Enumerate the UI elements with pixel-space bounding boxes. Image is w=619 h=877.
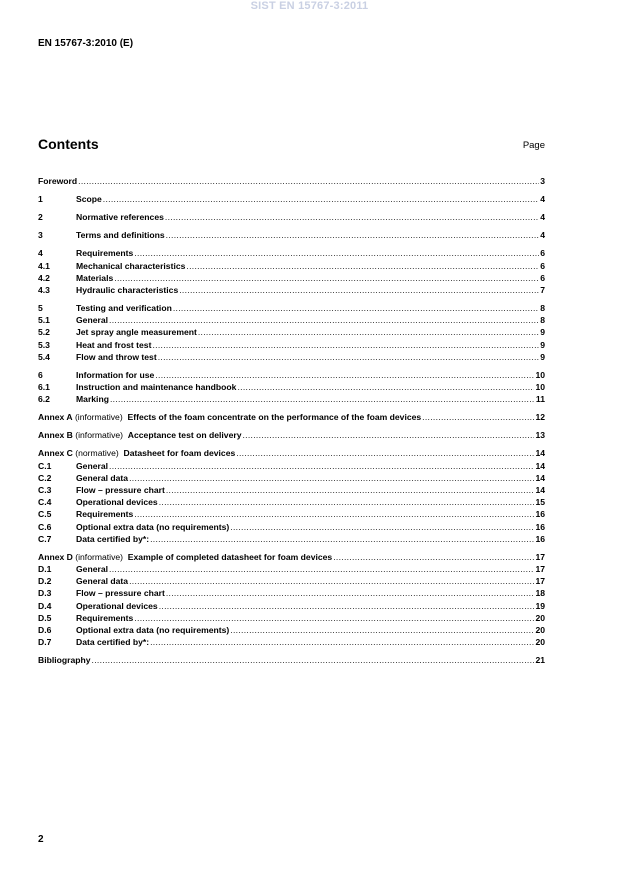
- toc-entry-number: C.6: [38, 521, 52, 532]
- toc-entry-number: C.5: [38, 509, 52, 520]
- toc-entry-title: Jet spray angle measurement: [76, 327, 197, 338]
- toc-entry-page: 4: [540, 194, 545, 205]
- toc-entry-number: 5.4: [38, 351, 50, 362]
- toc-entry-page: 20: [535, 624, 545, 635]
- toc-entry-page: 20: [535, 637, 545, 648]
- toc-entry-number: D.7: [38, 637, 52, 648]
- toc-entry[interactable]: [38, 600, 545, 612]
- dot-leader: [237, 381, 534, 393]
- toc-entry[interactable]: [38, 339, 545, 351]
- toc-entry-title: Materials: [76, 272, 114, 283]
- toc-entry-title: Requirements: [76, 509, 134, 520]
- toc-entry[interactable]: [38, 624, 545, 636]
- toc-entry-title: Operational devices: [76, 497, 158, 508]
- dot-leader: [166, 587, 535, 599]
- toc-entry-title: Example of completed datasheet for foam devices: [127, 551, 333, 562]
- toc-entry-annex-type: (informative): [75, 551, 124, 562]
- toc-entry-page: 8: [540, 302, 545, 313]
- toc-entry-title: General: [76, 563, 109, 574]
- toc-entry[interactable]: [38, 211, 545, 223]
- toc-entry-title: General data: [76, 472, 129, 483]
- toc-entry-title: Mechanical characteristics: [76, 260, 186, 271]
- toc-entry-page: 14: [535, 484, 545, 495]
- toc-entry[interactable]: [38, 484, 545, 496]
- toc-entry-title: Data certified by*:: [76, 533, 150, 544]
- toc-entry[interactable]: [38, 508, 545, 520]
- toc-entry-number: Annex D: [38, 551, 73, 562]
- toc-entry-title: Bibliography: [38, 655, 91, 666]
- dot-leader: [242, 429, 534, 441]
- toc-entry-number: 4.3: [38, 284, 50, 295]
- toc-entry-page: 6: [540, 272, 545, 283]
- toc-entry-page: 16: [535, 533, 545, 544]
- toc-entry[interactable]: [38, 533, 545, 545]
- toc-entry-title: General: [76, 315, 109, 326]
- toc-entry-page: 16: [535, 509, 545, 520]
- toc-entry-number: 4.2: [38, 272, 50, 283]
- toc-entry[interactable]: [38, 587, 545, 599]
- toc-entry-number: D.1: [38, 563, 52, 574]
- toc-entry-title: Scope: [76, 194, 102, 205]
- toc-entry-page: 3: [540, 176, 545, 186]
- toc-entry-number: 5.1: [38, 315, 50, 326]
- toc-entry-page: 4: [540, 230, 545, 241]
- toc-entry-page: 4: [540, 212, 545, 223]
- toc-entry[interactable]: [38, 636, 545, 648]
- toc-entry[interactable]: [38, 575, 545, 587]
- toc-entry-number: Annex A: [38, 412, 73, 423]
- toc-entry-number: D.5: [38, 612, 52, 623]
- toc-entry[interactable]: [38, 369, 545, 381]
- toc-entry[interactable]: [38, 229, 545, 241]
- dot-leader: [134, 508, 534, 520]
- toc-entry-page: 18: [535, 588, 545, 599]
- toc-entry-number: D.2: [38, 576, 52, 587]
- toc-entry-annex-type: (informative): [75, 430, 124, 441]
- toc-entry[interactable]: [38, 654, 545, 666]
- toc-entry[interactable]: [38, 393, 545, 405]
- toc-entry-number: C.1: [38, 460, 52, 471]
- toc-entry[interactable]: [38, 496, 545, 508]
- dot-leader: [166, 229, 540, 241]
- toc-entry-number: D.6: [38, 624, 52, 635]
- toc-entry-number: Annex C: [38, 448, 73, 459]
- toc-entry[interactable]: [38, 193, 545, 205]
- page-column-label: Page: [522, 140, 545, 151]
- toc-entry-title: Optional extra data (no requirements): [76, 624, 230, 635]
- toc-entry-number: 6: [38, 369, 43, 380]
- page-number: 2: [38, 834, 44, 845]
- toc-entry-annex-type: (normative): [75, 448, 119, 459]
- toc-entry[interactable]: [38, 175, 545, 187]
- contents-title: Contents: [38, 136, 99, 152]
- toc-entry-page: 14: [535, 460, 545, 471]
- dot-leader: [134, 247, 539, 259]
- toc-entry[interactable]: [38, 284, 545, 296]
- toc-entry-number: C.2: [38, 472, 52, 483]
- dot-leader: [236, 447, 534, 459]
- dot-leader: [92, 654, 535, 666]
- toc-entry-page: 9: [540, 327, 545, 338]
- toc-entry-title: Optional extra data (no requirements): [76, 521, 230, 532]
- toc-entry-title: Heat and frost test: [76, 339, 152, 350]
- toc-entry-page: 6: [540, 260, 545, 271]
- dot-leader: [166, 484, 535, 496]
- dot-leader: [129, 575, 534, 587]
- toc-entry-title: Data certified by*:: [76, 637, 150, 648]
- toc-entry[interactable]: [38, 381, 545, 393]
- toc-entry-title: Instruction and maintenance handbook: [76, 381, 237, 392]
- toc-entry-title: Terms and definitions: [76, 230, 165, 241]
- toc-entry-page: 10: [535, 381, 545, 392]
- dot-leader: [109, 314, 539, 326]
- dot-leader: [78, 175, 539, 187]
- toc-entry-number: C.3: [38, 484, 52, 495]
- toc-entry-page: 11: [535, 394, 545, 405]
- dot-leader: [422, 411, 534, 423]
- toc-annex-entry[interactable]: [38, 411, 545, 423]
- toc-entry-page: 16: [535, 521, 545, 532]
- toc-annex-entry[interactable]: [38, 551, 545, 563]
- toc-entry-title: Flow – pressure chart: [76, 484, 165, 495]
- toc-entry-page: 14: [535, 448, 545, 459]
- toc-entry[interactable]: [38, 302, 545, 314]
- toc-entry-annex-type: (informative): [74, 412, 123, 423]
- toc-entry-page: 9: [540, 339, 545, 350]
- dot-leader: [103, 193, 539, 205]
- toc-entry-page: 14: [535, 472, 545, 483]
- toc-entry[interactable]: [38, 460, 545, 472]
- dot-leader: [110, 393, 535, 405]
- dot-leader: [333, 551, 534, 563]
- toc-entry-number: 5.3: [38, 339, 50, 350]
- dot-leader: [159, 600, 535, 612]
- toc-entry[interactable]: [38, 247, 545, 259]
- toc-entry-page: 15: [535, 497, 545, 508]
- toc-entry-title: Information for use: [76, 369, 155, 380]
- dot-leader: [173, 302, 539, 314]
- toc-entry-title: Acceptance test on delivery: [127, 430, 242, 441]
- dot-leader: [152, 339, 539, 351]
- toc-entry-page: 12: [535, 412, 545, 423]
- toc-entry-title: General: [76, 460, 109, 471]
- toc-entry-number: 4: [38, 248, 43, 259]
- toc-entry-number: Annex B: [38, 430, 73, 441]
- dot-leader: [158, 351, 540, 363]
- toc-entry-title: Operational devices: [76, 600, 158, 611]
- toc-entry-title: Marking: [76, 394, 109, 405]
- toc-entry[interactable]: [38, 351, 545, 363]
- dot-leader: [129, 472, 534, 484]
- dot-leader: [150, 636, 534, 648]
- dot-leader: [109, 563, 534, 575]
- dot-leader: [198, 326, 539, 338]
- toc-entry-title: General data: [76, 576, 129, 587]
- toc-entry-number: 2: [38, 212, 43, 223]
- toc-entry-number: 3: [38, 230, 43, 241]
- toc-entry-page: 6: [540, 248, 545, 259]
- dot-leader: [150, 533, 534, 545]
- toc-entry[interactable]: [38, 563, 545, 575]
- toc-entry-title: Flow – pressure chart: [76, 588, 165, 599]
- toc-entry-page: 21: [535, 655, 545, 666]
- toc-entry-title: Requirements: [76, 248, 134, 259]
- toc-entry-number: 6.1: [38, 381, 50, 392]
- dot-leader: [155, 369, 534, 381]
- toc-entry-number: C.4: [38, 497, 52, 508]
- toc-entry-page: 9: [540, 351, 545, 362]
- toc-entry-title: Normative references: [76, 212, 164, 223]
- dot-leader: [230, 624, 534, 636]
- toc-entry-number: 5: [38, 302, 43, 313]
- document-id: EN 15767-3:2010 (E): [38, 38, 134, 49]
- toc-annex-entry[interactable]: [38, 429, 545, 441]
- toc-entry-title: Hydraulic characteristics: [76, 284, 179, 295]
- toc-entry[interactable]: [38, 521, 545, 533]
- toc-entry[interactable]: [38, 314, 545, 326]
- toc-entry-title: Effects of the foam concentrate on the performance of the foam devices: [127, 412, 422, 423]
- toc-entry[interactable]: [38, 272, 545, 284]
- toc-entry-page: 13: [535, 430, 545, 441]
- toc-entry-page: 17: [535, 576, 545, 587]
- toc-entry-number: C.7: [38, 533, 52, 544]
- toc-entry-title: Foreword: [38, 176, 78, 186]
- toc-entry-number: 6.2: [38, 394, 50, 405]
- toc-entry-page: 8: [540, 315, 545, 326]
- toc-entry-page: 17: [535, 551, 545, 562]
- toc-annex-entry[interactable]: [38, 447, 545, 459]
- dot-leader: [159, 496, 535, 508]
- dot-leader: [179, 284, 539, 296]
- dot-leader: [114, 272, 539, 284]
- toc-entry-title: Datasheet for foam devices: [123, 448, 236, 459]
- toc-entry-number: D.4: [38, 600, 52, 611]
- watermark: SIST EN 15767-3:2011: [250, 0, 369, 12]
- toc-entry-page: 19: [535, 600, 545, 611]
- toc-entry[interactable]: [38, 260, 545, 272]
- toc-entry[interactable]: [38, 472, 545, 484]
- toc-entry-page: 10: [535, 369, 545, 380]
- toc-entry-title: Requirements: [76, 612, 134, 623]
- dot-leader: [186, 260, 539, 272]
- toc-entry[interactable]: [38, 612, 545, 624]
- toc-entry-number: 4.1: [38, 260, 50, 271]
- toc-entry-title: Testing and verification: [76, 302, 172, 313]
- toc-entry-page: 17: [535, 563, 545, 574]
- toc-entry-number: 1: [38, 194, 43, 205]
- table-of-contents: [38, 175, 545, 666]
- toc-entry-number: D.3: [38, 588, 52, 599]
- toc-entry-page: 20: [535, 612, 545, 623]
- toc-entry-number: 5.2: [38, 327, 50, 338]
- dot-leader: [230, 521, 534, 533]
- dot-leader: [134, 612, 534, 624]
- toc-entry-page: 7: [540, 284, 545, 295]
- dot-leader: [109, 460, 534, 472]
- toc-entry-title: Flow and throw test: [76, 351, 157, 362]
- dot-leader: [165, 211, 539, 223]
- toc-entry[interactable]: [38, 326, 545, 338]
